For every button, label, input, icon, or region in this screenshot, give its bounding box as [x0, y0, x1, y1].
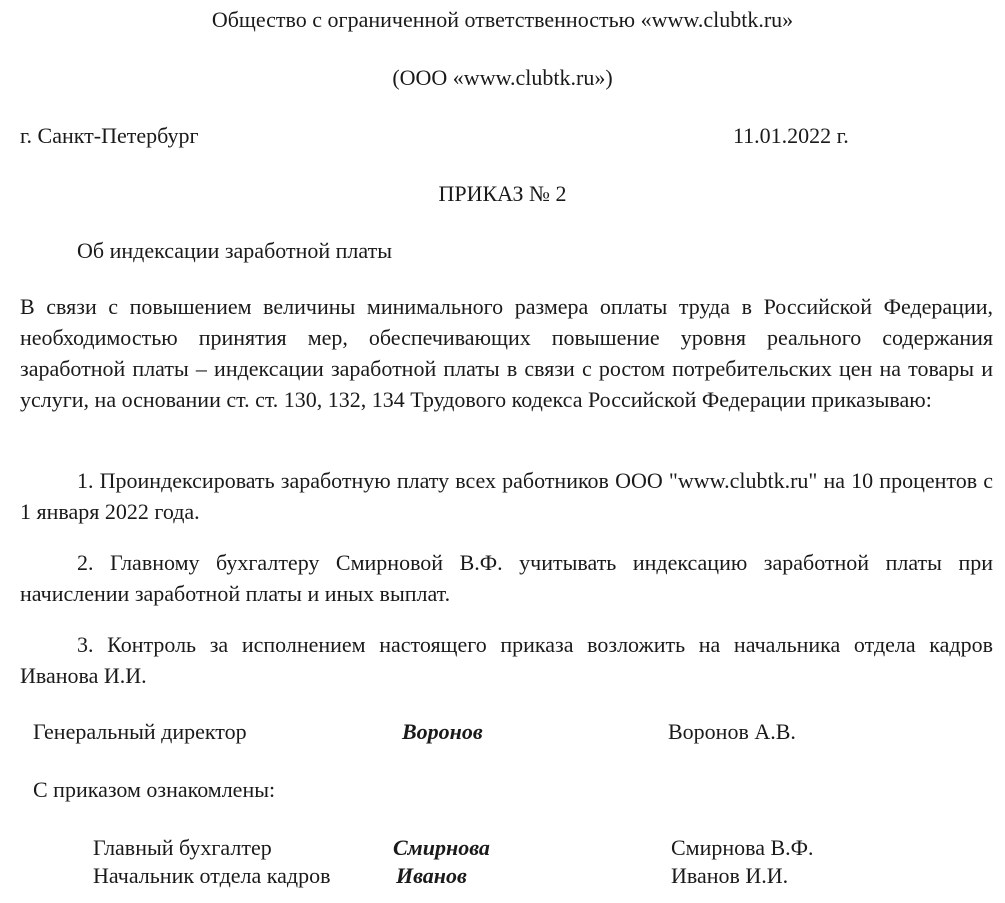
company-short-name: (ООО «www.clubtk.ru») — [392, 65, 613, 90]
acknowledged-label: С приказом ознакомлены: — [33, 777, 276, 802]
order-preamble: В связи с повышением величины минимального размера оплаты труда в Российской Федерации, необходимостью принятия мер, обеспечивающих повышение уровня реального содержания заработной платы – индексации заработной платы в связи с ростом потребительских цен на товары и услуги, на основании ст. ст. 130, 132, 134 Трудового кодекса Российской Федерации приказываю: — [20, 294, 993, 412]
director-name: Воронов А.В. — [668, 719, 796, 744]
order-item-3: 3. Контроль за исполнением настоящего приказа возложить на начальника отдела кадров Иванова И.И. — [20, 632, 993, 688]
accountant-position: Главный бухгалтер — [93, 835, 272, 860]
director-position: Генеральный директор — [33, 719, 247, 744]
order-item-2: 2. Главному бухгалтеру Смирновой В.Ф. учитывать индексацию заработной платы при начислении заработной платы и иных выплат. — [20, 550, 993, 606]
hr-head-name: Иванов И.И. — [671, 863, 789, 888]
order-date: 11.01.2022 г. — [733, 123, 849, 148]
city: г. Санкт-Петербург — [20, 123, 199, 148]
order-title: ПРИКАЗ № 2 — [438, 181, 567, 206]
director-signature: Воронов — [402, 719, 483, 744]
order-item-1: 1. Проиндексировать заработную плату всех работников ООО "www.clubtk.ru" на 10 процентов с 1 января 2022 года. — [20, 468, 993, 524]
accountant-signature: Смирнова — [393, 835, 490, 860]
hr-head-position: Начальник отдела кадров — [93, 863, 331, 888]
company-full-name: Общество с ограниченной ответственностью «www.clubtk.ru» — [211, 7, 794, 32]
accountant-name: Смирнова В.Ф. — [671, 835, 814, 860]
order-subject: Об индексации заработной платы — [77, 238, 392, 263]
hr-head-signature: Иванов — [396, 863, 467, 888]
